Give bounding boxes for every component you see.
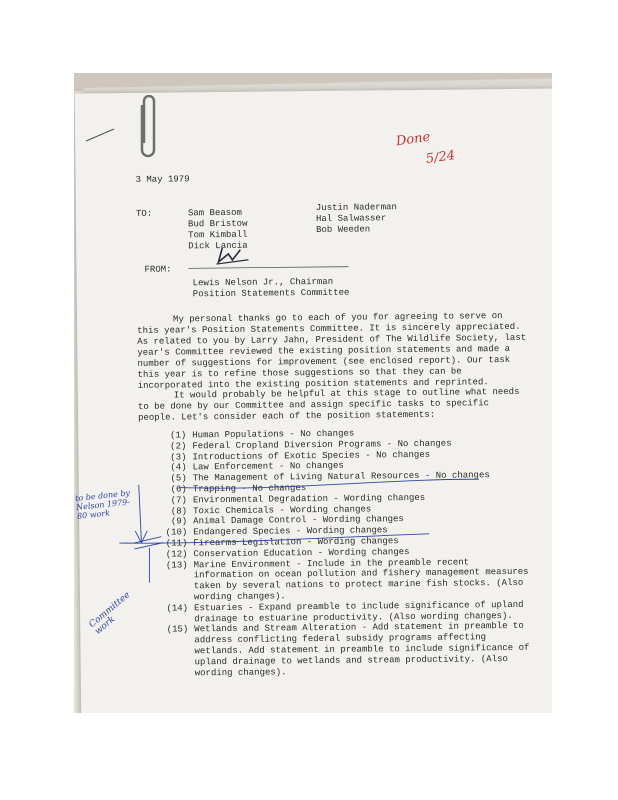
- memo-date: 3 May 1979: [135, 174, 190, 185]
- memo-page: [75, 89, 552, 713]
- item-number: (5): [170, 473, 187, 484]
- to-label: TO:: [135, 208, 153, 219]
- item-text: The Management of Living Natural Resources - No changes: [192, 470, 490, 484]
- item-number: (6): [170, 484, 187, 495]
- item-number: (10): [165, 527, 188, 538]
- item-text: Environmental Degradation - Wording changes: [192, 492, 426, 506]
- item-number: (14): [166, 603, 189, 614]
- item-text: Estuaries - Expand preamble to include significance of upland drainage to estuarine productivity. (Also wording changes).: [194, 599, 524, 624]
- from-name: Lewis Nelson Jr., Chairman: [192, 276, 334, 289]
- paper-clip-icon: [134, 95, 162, 165]
- item-number: (7): [170, 495, 187, 506]
- done-date: 5/24: [425, 148, 457, 167]
- item-text: Firearms Legislation - Wording changes: [193, 536, 399, 549]
- item-text: Law Enforcement - No changes: [192, 461, 344, 473]
- recipient: Bud Bristow: [187, 218, 248, 230]
- paragraph-2: It would probably be helpful at this stage to outline what needs to be done by our Committee and assign specific tasks to specific people. Let's consider each of the position statements:: [137, 386, 520, 423]
- item-text: Marine Environment - Include in the preamble recent information on ocean pollution and fishery management measures taken by several nations to protect marine fish stocks. (Also wording changes).: [193, 556, 529, 603]
- recipient: Hal Salwasser: [315, 213, 387, 225]
- item-text: Introductions of Exotic Species - No changes: [192, 449, 431, 462]
- from-label: FROM:: [144, 264, 172, 275]
- to-recipients-right: [316, 202, 397, 236]
- pen-markings: [79, 468, 552, 583]
- recipient: Dick Lancia: [188, 240, 248, 252]
- item-text: Federal Cropland Diversion Programs - No changes: [192, 438, 452, 452]
- list-item: [160, 621, 531, 679]
- signature: [188, 240, 348, 269]
- item-text: Conservation Education - Wording changes: [193, 546, 410, 560]
- from-title: Position Statements Committee: [192, 287, 350, 300]
- item-text: Endangered Species - Wording changes: [193, 525, 388, 538]
- item-number: (12): [165, 549, 188, 560]
- recipient: Sam Beasom: [187, 207, 242, 219]
- recipient: Bob Weeden: [316, 224, 371, 236]
- item-text: Wetlands and Stream Alteration - Add statement in preamble to address conflicting federal subsidy programs affecting wetlands. Add statement in preamble to include significance of upland drainage to wetlands and stream productivity. (Also wording changes).: [194, 621, 530, 678]
- item-text: Toxic Chemicals - Wording changes: [192, 504, 372, 516]
- recipient: Tom Kimball: [188, 229, 248, 241]
- margin-note-nelson: to be done by Nelson 1979-80 work: [74, 488, 131, 521]
- scratch-mark: [84, 125, 124, 145]
- recipient: Justin Naderman: [315, 202, 397, 214]
- item-number: (1): [169, 430, 187, 441]
- margin-note-committee: Committee work: [87, 590, 133, 637]
- document-photo: [74, 73, 552, 713]
- item-text: Human Populations - No changes: [192, 428, 355, 441]
- item-number: (3): [170, 451, 187, 463]
- item-number: (9): [170, 516, 188, 527]
- item-number: (2): [170, 441, 187, 452]
- item-number: (8): [170, 505, 188, 517]
- item-number: (15): [166, 624, 189, 635]
- item-number: (13): [165, 559, 188, 571]
- item-number: (4): [170, 462, 187, 473]
- paragraph-1: My personal thanks go to each of you for agreeing to serve on this year's Position Statements Committee. It is sincerely appreciated. As related to you by Larry Jahn, President of The Wildlife Society, last year's Committee reviewed the existing position statements and made a number of suggestions for improvement (see enclosed report). Our task this year is to refine those suggestions so that they can be incorporated into the existing position statements and reprinted.: [137, 311, 527, 391]
- done-note: Done: [395, 129, 432, 150]
- item-text: Trapping - No changes: [192, 483, 307, 495]
- item-text: Animal Damage Control - Wording changes: [193, 514, 404, 527]
- item-number: (11): [165, 538, 188, 549]
